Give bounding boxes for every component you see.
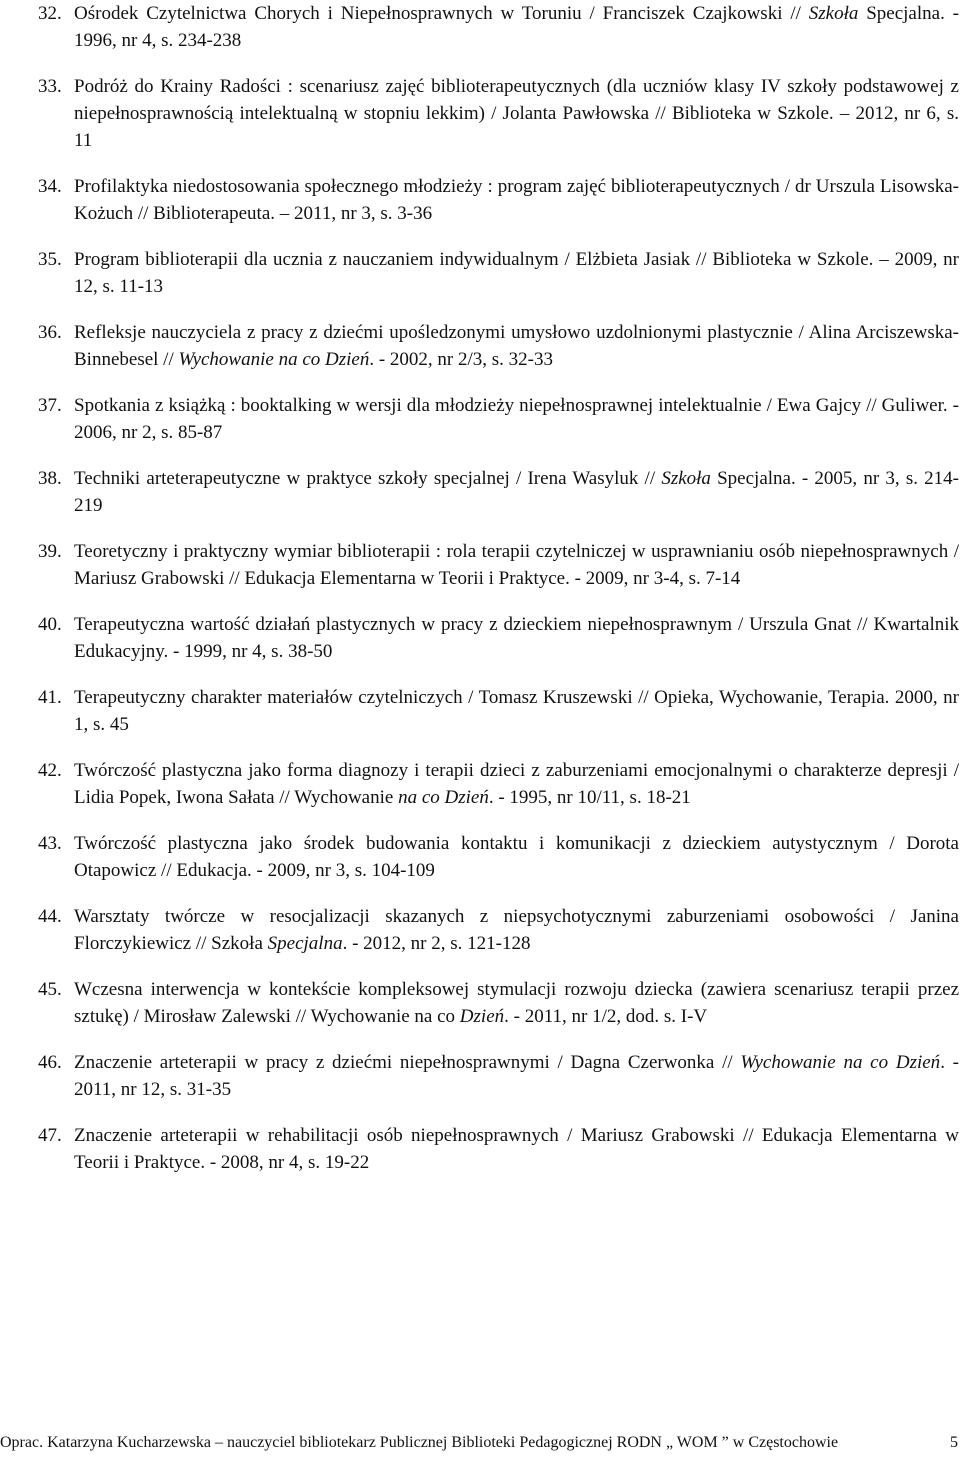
bibliography-entry [38,1122,959,1176]
entry-number: 40. [38,614,62,635]
citation-segment: . - 2011, nr 12, s. 31-35 [74,1052,959,1100]
entry-citation [74,1122,959,1176]
bibliography-entry [38,538,959,592]
bibliography-entry [38,246,959,300]
bibliography-entry [38,757,959,811]
bibliography-entry [38,976,959,1030]
entry-citation [74,830,959,884]
citation-segment: . - 2011, nr 1/2, dod. s. I-V [504,1006,708,1027]
citation-italic-segment: Wychowanie na co Dzień [178,349,370,370]
footer-text: Oprac. Katarzyna Kucharzewska – nauczyciel bibliotekarz Publicznej Biblioteki Pedagogicznej RODN „ WOM ” w Częstochowie [0,1434,839,1451]
page-footer [0,1432,958,1453]
citation-segment: Refleksje nauczyciela z pracy z dziećmi upośledzonymi umysłowo uzdolnionymi plastycznie / Alina Arciszewska-Binnebesel // [74,322,959,370]
entry-number: 44. [38,906,62,927]
citation-italic-segment: Specjalna [267,933,343,954]
entry-citation [74,611,959,665]
citation-segment: Wczesna interwencja w kontekście kompleksowej stymulacji rozwoju dziecka (zawiera scenariusz terapii przez sztukę) / Mirosław Zalewski // Wychowanie na co [74,979,959,1027]
bibliography-entry [38,903,959,957]
entry-citation [74,757,959,811]
bibliography-entry [38,392,959,446]
citation-segment: Warsztaty twórcze w resocjalizacji skazanych z niepsychotycznymi zaburzeniami osobowości / Janina Florczykiewicz // Szkoła [74,906,959,954]
entry-number: 45. [38,979,62,1000]
entry-number: 34. [38,176,62,197]
citation-italic-segment: Dzień [459,1006,505,1027]
citation-segment: Znaczenie arteterapii w pracy z dziećmi niepełnosprawnymi / Dagna Czerwonka // [74,1052,741,1073]
citation-segment: . - 2002, nr 2/3, s. 32-33 [369,349,553,370]
citation-segment: Program biblioterapii dla ucznia z nauczaniem indywidualnym / Elżbieta Jasiak // Biblioteka w Szkole. – 2009, nr 12, s. 11-13 [74,249,959,297]
entry-citation [74,73,959,154]
entry-citation [74,1049,959,1103]
entry-number: 41. [38,687,62,708]
entry-citation [74,684,959,738]
citation-italic-segment: na co Dzień [398,787,489,808]
bibliography-entry [38,1049,959,1103]
bibliography-list [38,0,959,1195]
citation-segment: Ośrodek Czytelnictwa Chorych i Niepełnosprawnych w Toruniu / Franciszek Czajkowski // [74,3,809,24]
page-number: 5 [950,1434,958,1451]
bibliography-entry [38,465,959,519]
citation-italic-segment: Szkoła [808,3,859,24]
citation-segment: . - 1995, nr 10/11, s. 18-21 [488,787,691,808]
citation-italic-segment: Wychowanie na co Dzień [740,1052,941,1073]
citation-segment: Terapeutyczna wartość działań plastycznych w pracy z dzieckiem niepełnosprawnym / Urszula Gnat // Kwartalnik Edukacyjny. - 1999, nr 4, s. 38-50 [74,614,959,662]
bibliography-entry [38,684,959,738]
citation-segment: Specjalna. - 2005, nr 3, s. 214-219 [74,468,959,516]
entry-number: 33. [38,76,62,97]
citation-segment: Profilaktyka niedostosowania społecznego młodzieży : program zajęć biblioterapeutycznych / dr Urszula Lisowska-Kożuch // Biblioterapeuta. – 2011, nr 3, s. 3-36 [74,176,959,224]
citation-segment: Twórczość plastyczna jako środek budowania kontaktu i komunikacji z dzieckiem autystycznym / Dorota Otapowicz // Edukacja. - 2009, nr 3, s. 104-109 [74,833,959,881]
entry-citation [74,0,959,54]
citation-segment: Specjalna. - 1996, nr 4, s. 234-238 [74,3,959,51]
citation-segment: Terapeutyczny charakter materiałów czytelniczych / Tomasz Kruszewski // Opieka, Wychowanie, Terapia. 2000, nr 1, s. 45 [74,687,959,735]
entry-number: 42. [38,760,62,781]
citation-segment: Podróż do Krainy Radości : scenariusz zajęć biblioterapeutycznych (dla uczniów klasy IV szkoły podstawowej z niepełnosprawnością intelektualną w stopniu lekkim) / Jolanta Pawłowska // Biblioteka w Szkole. – 2012, nr 6, s. 11 [74,76,959,151]
bibliography-entry [38,319,959,373]
entry-number: 47. [38,1125,62,1146]
entry-number: 43. [38,833,62,854]
entry-number: 37. [38,395,62,416]
entry-number: 36. [38,322,62,343]
entry-number: 38. [38,468,62,489]
entry-citation [74,173,959,227]
citation-segment: Teoretyczny i praktyczny wymiar biblioterapii : rola terapii czytelniczej w usprawnianiu osób niepełnosprawnych / Mariusz Grabowski // Edukacja Elementarna w Teorii i Praktyce. - 2009, nr 3-4, s. 7-14 [74,541,959,589]
citation-segment: Spotkania z książką : booktalking w wersji dla młodzieży niepełnosprawnej intelektualnie / Ewa Gajcy // Guliwer. - 2006, nr 2, s. 85-87 [74,395,959,443]
citation-segment: Techniki arteterapeutyczne w praktyce szkoły specjalnej / Irena Wasyluk // [74,468,662,489]
entry-number: 32. [38,3,62,24]
citation-segment: . - 2012, nr 2, s. 121-128 [342,933,531,954]
entry-citation [74,538,959,592]
citation-segment: Znaczenie arteterapii w rehabilitacji osób niepełnosprawnych / Mariusz Grabowski // Edukacja Elementarna w Teorii i Praktyce. - 2008, nr 4, s. 19-22 [74,1125,959,1173]
bibliography-entry [38,830,959,884]
entry-citation [74,319,959,373]
citation-segment: Twórczość plastyczna jako forma diagnozy i terapii dzieci z zaburzeniami emocjonalnymi o charakterze depresji / Lidia Popek, Iwona Sałata // Wychowanie [74,760,959,808]
bibliography-entry [38,73,959,154]
entry-citation [74,976,959,1030]
entry-number: 39. [38,541,62,562]
citation-italic-segment: Szkoła [661,468,711,489]
bibliography-entry [38,611,959,665]
bibliography-entry [38,0,959,54]
entry-citation [74,392,959,446]
entry-citation [74,903,959,957]
bibliography-entry [38,173,959,227]
entry-number: 46. [38,1052,62,1073]
entry-citation [74,465,959,519]
entry-citation [74,246,959,300]
entry-number: 35. [38,249,62,270]
